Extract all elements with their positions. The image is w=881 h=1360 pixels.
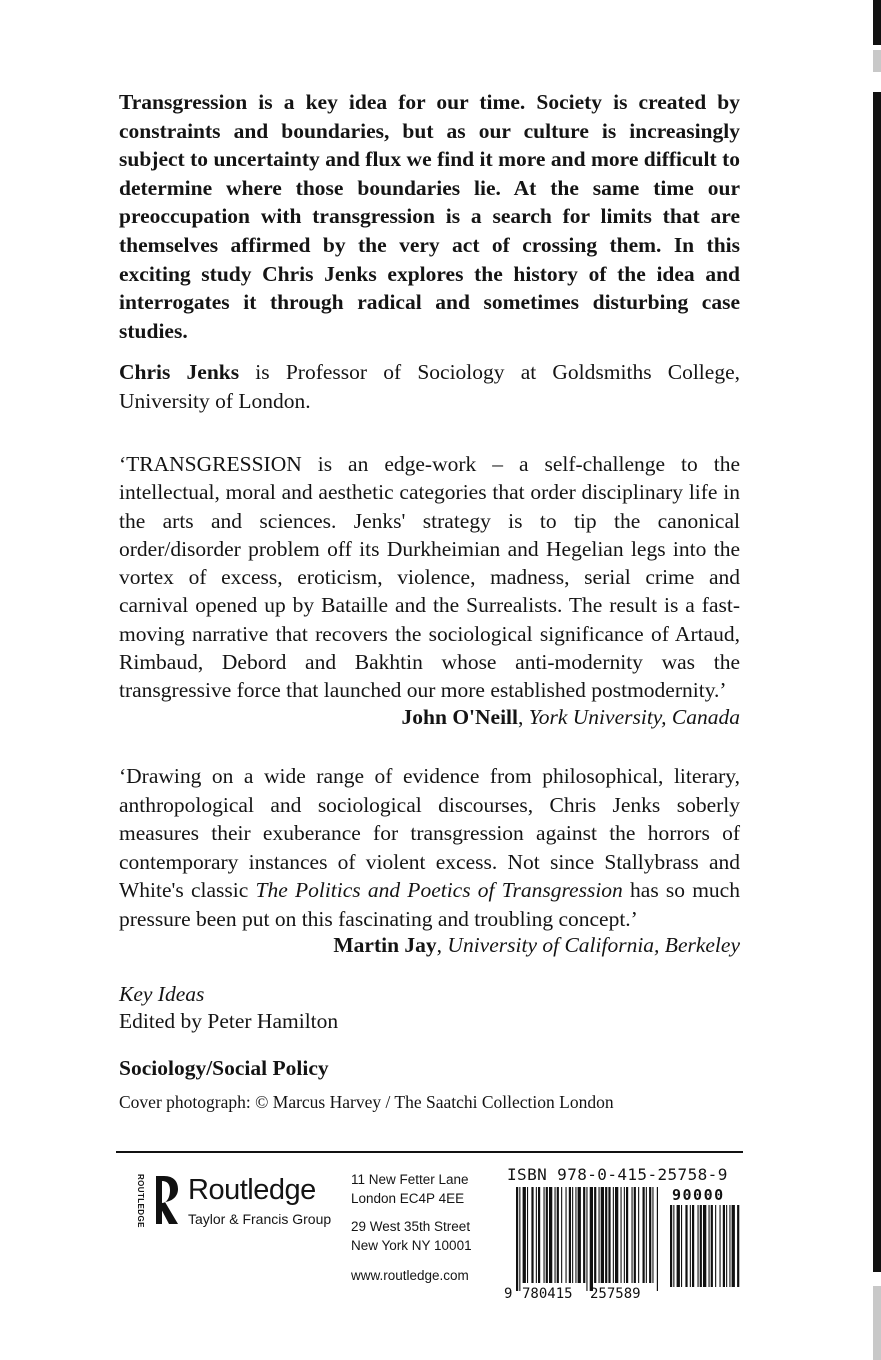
barcode-bar: [605, 1187, 607, 1283]
isbn-label: ISBN 978-0-415-25758-9: [507, 1165, 728, 1184]
series-info: [119, 981, 740, 1035]
review-quote-2: [119, 762, 740, 933]
page-edge-main: [873, 92, 881, 1272]
barcode-bar: [729, 1205, 730, 1287]
barcode-bar: [700, 1205, 702, 1287]
barcode-bar: [538, 1187, 540, 1283]
address-us-line-2: New York NY 10001: [351, 1238, 472, 1253]
barcode-bar: [698, 1205, 699, 1287]
barcode-bar: [652, 1187, 653, 1283]
barcode-bar: [549, 1187, 552, 1283]
barcode-bar: [737, 1205, 739, 1287]
page-edge-top: [873, 0, 881, 45]
review-quote-2-end: has so much pressure been put on this fascinating and troubling concept.’: [119, 878, 740, 931]
barcode-bar: [732, 1205, 735, 1287]
review-attribution-1: John O'Neill, York University, Canada: [401, 705, 740, 729]
series-editor: Edited by Peter Hamilton: [119, 1009, 339, 1033]
address-us: [351, 1217, 472, 1255]
reviewer-affiliation-2: University of California, Berkeley: [447, 933, 740, 957]
review-quote-2-start: ‘Drawing on a wide range of evidence from philosophical, literary, anthropological and sociological discourses, Chris Jenks soberly measures their exuberance for transgression against the horrors of contemporary instances of violent excess. Not since Stallybrass and White's classic: [119, 764, 740, 902]
barcode-bar: [615, 1187, 618, 1283]
barcode-bar: [638, 1187, 639, 1283]
review-quote-1: ‘TRANSGRESSION is an edge-work – a self-challenge to the intellectual, moral and aesthetic categories that order disciplinary life in the arts and sciences. Jenks' strategy is to tip the canonical order/disorder problem off its Durkheimian and Hegelian legs into the vortex of excess, eroticism, violence, madness, serial crime and carnival opened up by Bataille and the Surrealists. The result is a fast-moving narrative that recovers the sociological significance of Artaud, Rimbaud, Debord and Bakhtin whose anti-modernity was the transgressive force that launched our more established postmodernity.’: [119, 452, 740, 703]
address-uk-line-2: London EC4P 4EE: [351, 1191, 465, 1206]
author-bio: [119, 358, 740, 415]
barcode-bar: [536, 1187, 537, 1283]
reviewer-name-2: Martin Jay: [333, 933, 437, 957]
author-name: Chris Jenks: [119, 360, 240, 384]
barcode-bar: [690, 1205, 691, 1287]
barcode-bar: [643, 1187, 645, 1283]
barcode-bar: [709, 1205, 710, 1287]
barcode-bar: [516, 1187, 518, 1291]
cited-book-title: The Politics and Poetics of Transgression: [255, 878, 623, 902]
subject-category: Sociology/Social Policy: [119, 1056, 329, 1080]
barcode-bar: [594, 1187, 596, 1283]
barcode-bar: [546, 1187, 548, 1283]
barcode-bar: [632, 1187, 633, 1283]
reviewer-affiliation-1: York University, Canada: [528, 705, 740, 729]
barcode-bar: [531, 1187, 533, 1283]
publisher-website: www.routledge.com: [351, 1268, 469, 1283]
cover-credit: Cover photograph: © Marcus Harvey / The Saatchi Collection London: [119, 1092, 614, 1112]
barcode-bar: [657, 1187, 658, 1291]
barcode-bar: [544, 1187, 545, 1283]
barcode-bar: [649, 1187, 651, 1283]
barcode-bar: [692, 1205, 694, 1287]
barcode-addon-digits: 90000: [672, 1186, 725, 1204]
barcode-bar: [578, 1187, 581, 1283]
isbn-barcode: [502, 1183, 742, 1305]
barcode-bar: [673, 1205, 674, 1287]
publisher-name: Routledge: [188, 1174, 316, 1206]
barcode-bar: [575, 1187, 576, 1283]
barcode-bar: [572, 1187, 573, 1283]
barcode-bar: [601, 1187, 604, 1283]
series-name: Key Ideas: [119, 982, 205, 1006]
barcode-bar: [634, 1187, 636, 1283]
barcode-bar: [583, 1187, 585, 1283]
barcode-bar: [720, 1205, 721, 1287]
barcode-bar: [723, 1205, 725, 1287]
author-bio-text: is Professor of Sociology at Goldsmiths College, University of London.: [119, 360, 740, 413]
address-uk: [351, 1170, 469, 1208]
barcode-bar: [590, 1187, 593, 1291]
barcode-digits-left: 780415: [522, 1286, 573, 1302]
barcode-bar: [621, 1187, 622, 1283]
address-uk-line-1: 11 New Fetter Lane: [351, 1172, 469, 1187]
barcode-bar: [569, 1187, 571, 1283]
publisher-tagline: Taylor & Francis Group: [188, 1211, 332, 1227]
barcode-bar: [681, 1205, 682, 1287]
barcode-bar: [677, 1205, 680, 1287]
barcode-bar: [626, 1187, 628, 1283]
page-edge-grey: [873, 50, 881, 72]
cover-blurb: Transgression is a key idea for our time. Society is created by constraints and boundaries, but as our culture is increasingly subject to uncertainty and flux we find it more and more difficult to determine where those boundaries lie. At the same time our preoccupation with transgression is a search for limits that are themselves affirmed by the very act of crossing them. In this exciting study Chris Jenks explores the history of the idea and interrogates it through radical and sometimes disturbing case studies.: [119, 90, 740, 343]
barcode-bar: [608, 1187, 610, 1283]
barcode-bar: [566, 1187, 567, 1283]
barcode-bar: [555, 1187, 556, 1283]
barcode-bar: [586, 1187, 587, 1291]
barcode-digits-right: 257589: [590, 1286, 641, 1302]
barcode-addon-bars: [670, 1205, 739, 1287]
barcode-digit-first: 9: [504, 1286, 513, 1302]
barcode-bar: [613, 1187, 614, 1283]
divider-rule: [116, 1151, 743, 1153]
barcode-bar: [685, 1205, 687, 1287]
address-us-line-1: 29 West 35th Street: [351, 1219, 471, 1234]
reviewer-name-1: John O'Neill: [401, 705, 519, 729]
barcode-bar: [670, 1205, 672, 1287]
barcode-bar: [711, 1205, 713, 1287]
barcode-bar: [599, 1187, 600, 1283]
logo-vertical-text: ROUTLEDGE: [136, 1174, 145, 1228]
publisher-logo: [136, 1172, 341, 1232]
review-attribution-2: Martin Jay, University of California, Berkeley: [333, 933, 740, 957]
barcode-bar: [715, 1205, 716, 1287]
barcode-bar: [527, 1187, 528, 1283]
barcode-main-bars: [516, 1187, 658, 1291]
barcode-bar: [519, 1187, 520, 1291]
barcode-bar: [646, 1187, 647, 1283]
routledge-r-icon: [150, 1174, 182, 1230]
barcode-bar: [523, 1187, 526, 1283]
barcode-bar: [703, 1205, 706, 1287]
barcode-bar: [726, 1205, 727, 1287]
barcode-bar: [561, 1187, 562, 1283]
barcode-bar: [557, 1187, 559, 1283]
barcode-bar: [624, 1187, 625, 1283]
page-edge-grey-lower: [873, 1286, 881, 1360]
